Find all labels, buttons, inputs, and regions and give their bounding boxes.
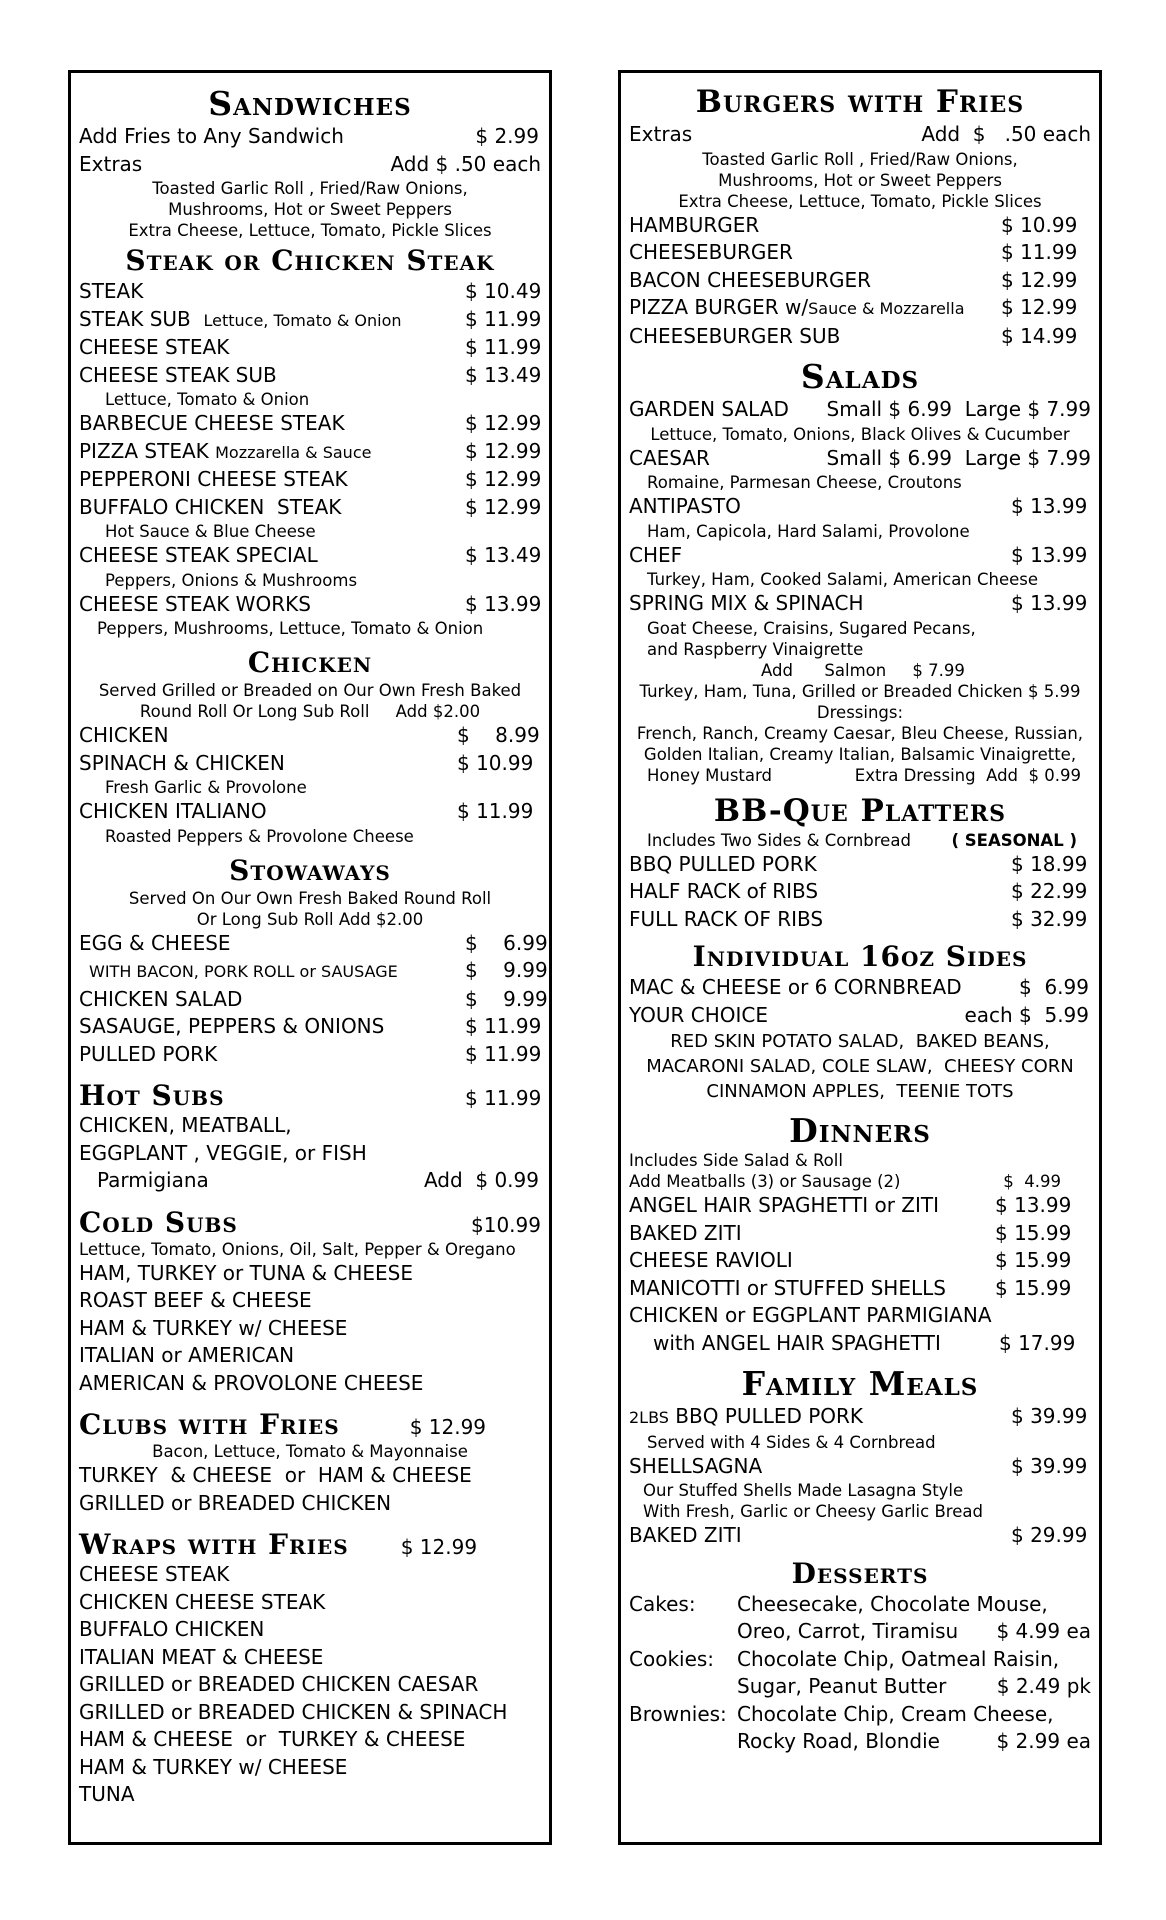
item-name: CHEESEBURGER — [629, 240, 793, 264]
menu-row — [629, 396, 1091, 424]
item-price: $ 17.99 — [999, 1330, 1076, 1355]
item-price: $ 12.99 — [465, 467, 542, 491]
dinners-heading: Dinners — [789, 1111, 931, 1150]
item-desc: Sauce & Mozzarella — [808, 299, 965, 318]
menu-row — [79, 930, 548, 958]
menu-line: EGGPLANT , VEGGIE, or FISH — [79, 1140, 367, 1165]
menu-row — [79, 466, 541, 494]
item-name: MANICOTTI or STUFFED SHELLS — [629, 1275, 946, 1300]
dressings-row — [629, 765, 1091, 786]
item-note: Our Stuffed Shells Made Lasagna Style — [643, 1481, 964, 1500]
item-price: $ 13.99 — [1011, 494, 1088, 518]
menu-row — [79, 123, 541, 151]
menu-row — [629, 294, 1091, 323]
seasonal-badge: ( SEASONAL ) — [951, 830, 1077, 850]
item-note: Romaine, Parmesan Cheese, Croutons — [647, 473, 962, 492]
menu-row — [629, 493, 1091, 521]
cold-subs-header — [79, 1205, 541, 1239]
item-price: $ 2.99 — [475, 124, 539, 148]
item-name: BAKED ZITI — [629, 1523, 742, 1547]
item-note: Hot Sauce & Blue Cheese — [105, 522, 316, 541]
item-price: $ 39.99 — [1011, 1453, 1088, 1478]
menu-row — [79, 1041, 541, 1069]
menu-row — [629, 1522, 1091, 1550]
dessert-price: $ 2.49 pk — [996, 1674, 1091, 1698]
item-price: $10.99 — [471, 1212, 541, 1237]
item-price: $ 12.99 — [465, 438, 542, 463]
menu-row — [79, 986, 548, 1014]
menu-line: GRILLED or BREADED CHICKEN & SPINACH — [79, 1699, 508, 1724]
item-price: $ 11.99 — [1001, 240, 1078, 264]
dessert-group — [629, 1701, 1091, 1756]
dressings-list: French, Ranch, Creamy Caesar, Bleu Cheese, Russian, — [636, 723, 1084, 743]
item-price: $ 12.99 — [465, 411, 542, 435]
right-menu-panel — [618, 70, 1102, 1845]
menu-row — [79, 494, 541, 522]
protein-addon: Turkey, Ham, Tuna, Grilled or Breaded Chicken $ 5.99 — [639, 681, 1081, 701]
item-name: ANTIPASTO — [629, 494, 741, 518]
dessert-line: Sugar, Peanut Butter — [737, 1674, 947, 1698]
item-price: $ 6.99 — [1019, 975, 1089, 999]
menu-row — [79, 410, 541, 438]
item-price: $ 18.99 — [1011, 851, 1088, 876]
item-price: Add $ 0.99 — [423, 1168, 539, 1192]
item-prefix: 2LBS — [629, 1408, 669, 1427]
extra-dressing: Extra Dressing Add $ 0.99 — [854, 765, 1081, 785]
menu-row — [629, 323, 1091, 351]
dressings-list: Golden Italian, Creamy Italian, Balsamic Vinaigrette, — [643, 744, 1077, 764]
menu-row — [629, 906, 1091, 934]
section-intro: Includes Side Salad & Roll — [629, 1151, 843, 1170]
item-name: BBQ PULLED PORK — [629, 851, 817, 876]
dessert-price: $ 2.99 ea — [996, 1729, 1091, 1753]
item-note: Fresh Garlic & Provolone — [105, 778, 307, 797]
menu-line: GRILLED or BREADED CHICKEN CAESAR — [79, 1672, 479, 1696]
item-price: $ 12.99 — [409, 1415, 487, 1439]
item-desc: Lettuce, Tomato & Onion — [203, 310, 402, 330]
menu-line: HAM & TURKEY w/ CHEESE — [79, 1754, 348, 1779]
menu-row — [629, 1247, 1091, 1275]
item-note: Mushrooms, Hot or Sweet Peppers — [168, 200, 452, 219]
menu-line: ITALIAN or AMERICAN — [79, 1343, 295, 1367]
hot-subs-header — [79, 1079, 542, 1112]
item-note: Lettuce, Tomato, Onions, Black Olives & Cucumber — [650, 424, 1070, 444]
item-name: CHEESE RAVIOLI — [629, 1248, 793, 1272]
hot-subs-heading: Hot Subs — [79, 1079, 225, 1112]
bbq-heading: BB-Que Platters — [713, 792, 1007, 829]
item-price: $ 13.49 — [465, 362, 542, 387]
dessert-line: Chocolate Chip, Cream Cheese, — [737, 1701, 1054, 1726]
item-name: CHEESE STEAK SPECIAL — [79, 543, 318, 567]
menu-row — [629, 1192, 1091, 1220]
section-intro: Or Long Sub Roll Add $2.00 — [196, 909, 424, 929]
menu-row — [629, 542, 1091, 570]
item-price: Add $ .50 each — [921, 122, 1091, 146]
desserts-heading: Desserts — [791, 1556, 929, 1590]
menu-row — [629, 851, 1091, 879]
item-price: $ 11.99 — [465, 306, 542, 331]
menu-row — [79, 722, 541, 750]
item-price: $ 13.49 — [465, 543, 542, 567]
item-name: HALF RACK of RIBS — [629, 879, 819, 903]
dressings-label: Dressings: — [816, 702, 904, 722]
section-intro: Includes Two Sides & Cornbread — [647, 830, 911, 850]
item-price: $ 29.99 — [1011, 1523, 1088, 1547]
dessert-line: Chocolate Chip, Oatmeal Raisin, — [737, 1646, 1060, 1671]
menu-row — [79, 798, 541, 826]
item-note: With Fresh, Garlic or Cheesy Garlic Bread — [643, 1502, 983, 1521]
family-meals-heading: Family Meals — [741, 1364, 979, 1403]
menu-line: TURKEY & CHEESE or HAM & CHEESE — [79, 1463, 472, 1487]
item-price: $ 12.99 — [1001, 267, 1078, 292]
item-price: $ 11.99 — [465, 1086, 542, 1110]
item-name: CHEESE STEAK SUB — [79, 362, 277, 387]
item-name: SPRING MIX & SPINACH — [629, 591, 864, 615]
item-name: BBQ PULLED PORK — [668, 1404, 864, 1428]
item-note: Toasted Garlic Roll , Fried/Raw Onions, — [152, 179, 468, 198]
item-name: Extras — [79, 151, 143, 176]
menu-line: CHEESE STEAK — [79, 1562, 230, 1586]
item-note: Turkey, Ham, Cooked Salami, American Cheese — [647, 570, 1039, 589]
item-price: $ 15.99 — [995, 1248, 1072, 1272]
menu-line: AMERICAN & PROVOLONE CHEESE — [79, 1370, 424, 1395]
item-note: Bacon, Lettuce, Tomato & Mayonnaise — [152, 1442, 468, 1461]
menu-row — [629, 239, 1091, 267]
left-menu-panel — [68, 70, 552, 1845]
menu-row — [79, 591, 541, 619]
sides-heading: Individual 16oz Sides — [692, 940, 1028, 973]
menu-row — [629, 1330, 1091, 1358]
menu-row — [79, 362, 541, 390]
item-price: $ 11.99 — [465, 1041, 542, 1066]
dessert-line: Cheesecake, Chocolate Mouse, — [737, 1591, 1048, 1616]
menu-row — [629, 267, 1091, 295]
item-name: GARDEN SALAD — [629, 397, 789, 421]
menu-row — [629, 1220, 1091, 1248]
menu-row — [629, 1275, 1091, 1303]
dessert-line: Rocky Road, Blondie — [737, 1729, 940, 1753]
item-price: $ 13.99 — [1011, 542, 1088, 567]
item-name: MAC & CHEESE or 6 CORNBREAD — [629, 975, 962, 999]
item-price: $ 39.99 — [1011, 1404, 1088, 1428]
item-price: $ 8.99 — [457, 723, 540, 747]
item-name: CHICKEN ITALIANO — [79, 799, 267, 823]
menu-row — [629, 445, 1091, 473]
item-name: FULL RACK OF RIBS — [629, 906, 824, 931]
item-name: CHEESEBURGER SUB — [629, 323, 841, 348]
item-note: Roasted Peppers & Provolone Cheese — [105, 826, 414, 846]
menu-row — [629, 121, 1091, 149]
item-price: $ 10.99 — [457, 750, 534, 775]
item-name: PULLED PORK — [79, 1041, 218, 1066]
dessert-label: Brownies: — [629, 1701, 727, 1726]
steak-heading: Steak or Chicken Steak — [125, 244, 495, 277]
item-note: Peppers, Mushrooms, Lettuce, Tomato & Onion — [97, 619, 484, 638]
menu-line: CHICKEN CHEESE STEAK — [79, 1589, 326, 1614]
item-name: Add Fries to Any Sandwich — [79, 124, 344, 148]
sides-list: MACARONI SALAD, COLE SLAW, CHEESY CORN — [646, 1056, 1074, 1077]
item-price: $ 11.99 — [465, 335, 542, 359]
item-price: $ 22.99 — [1011, 879, 1088, 903]
menu-line: GRILLED or BREADED CHICKEN — [79, 1490, 392, 1515]
dressing-name: Honey Mustard — [647, 765, 772, 785]
menu-row — [629, 212, 1091, 240]
cold-subs-heading: Cold Subs — [79, 1205, 238, 1239]
wraps-heading: Wraps with Fries — [79, 1528, 349, 1561]
item-name: CHEF — [629, 542, 683, 567]
item-name: WITH BACON, PORK ROLL or SAUSAGE — [89, 962, 398, 981]
menu-row — [79, 306, 541, 335]
item-name: PEPPERONI CHEESE STEAK — [79, 467, 348, 491]
menu-row — [79, 438, 541, 467]
menu-line: BUFFALO CHICKEN — [79, 1617, 265, 1641]
menu-row — [629, 590, 1091, 618]
item-price: $ 9.99 — [465, 986, 548, 1011]
item-price: $ 12.99 — [465, 494, 542, 519]
item-note: Lettuce, Tomato & Onion — [105, 390, 310, 409]
menu-row — [79, 1013, 541, 1041]
menu-row — [79, 542, 541, 570]
item-price: $ 12.99 — [1001, 295, 1078, 319]
item-note: Mushrooms, Hot or Sweet Peppers — [718, 170, 1002, 190]
item-name: STEAK SUB — [79, 306, 191, 331]
item-price: $ 15.99 — [995, 1275, 1072, 1300]
menu-line: CHICKEN or EGGPLANT PARMIGIANA — [629, 1303, 992, 1327]
sides-list: RED SKIN POTATO SALAD, BAKED BEANS, — [670, 1031, 1050, 1052]
item-name: Extras — [629, 122, 693, 146]
item-name: BARBECUE CHEESE STEAK — [79, 411, 345, 435]
menu-line: HAM, TURKEY or TUNA & CHEESE — [79, 1260, 414, 1285]
item-price: $ 12.99 — [400, 1535, 478, 1559]
item-name: ANGEL HAIR SPAGHETTI or ZITI — [629, 1193, 939, 1217]
item-price: $ 14.99 — [1001, 323, 1078, 348]
item-name: STEAK — [79, 279, 144, 303]
item-note: Lettuce, Tomato, Onions, Oil, Salt, Pepper & Oregano — [79, 1239, 516, 1259]
item-price: $ 9.99 — [465, 958, 548, 982]
menu-line: TUNA — [79, 1782, 135, 1806]
section-intro: Served On Our Own Fresh Baked Round Roll — [128, 888, 492, 908]
item-name: BACON CHEESEBURGER — [629, 267, 871, 292]
section-intro: Round Roll Or Long Sub Roll Add $2.00 — [139, 702, 481, 721]
item-price: $ 13.99 — [995, 1193, 1072, 1217]
item-price: each $ 5.99 — [964, 1002, 1089, 1027]
item-name: HAMBURGER — [629, 212, 760, 237]
menu-line: ROAST BEEF & CHEESE — [79, 1288, 312, 1312]
item-price: Small $ 6.99 Large $ 7.99 — [826, 445, 1091, 470]
item-name: SPINACH & CHICKEN — [79, 750, 285, 775]
bbq-intro-row — [629, 830, 1091, 851]
item-note: Extra Cheese, Lettuce, Tomato, Pickle Slices — [678, 191, 1042, 211]
item-name: Parmigiana — [97, 1168, 209, 1192]
addon-name: Add Meatballs (3) or Sausage (2) — [629, 1172, 901, 1191]
item-note: and Raspberry Vinaigrette — [647, 639, 864, 659]
item-price: $ 10.99 — [1001, 212, 1078, 237]
item-name: YOUR CHOICE — [629, 1002, 769, 1027]
item-price: $ 13.99 — [465, 591, 542, 616]
item-price: $ 11.99 — [457, 799, 534, 823]
menu-line: ITALIAN MEAT & CHEESE — [79, 1644, 324, 1669]
stowaways-heading: Stowaways — [229, 853, 391, 887]
item-name: SASAUGE, PEPPERS & ONIONS — [79, 1014, 385, 1038]
dessert-price: $ 4.99 ea — [996, 1619, 1091, 1643]
item-price: Add $ .50 each — [390, 151, 541, 176]
menu-row — [629, 974, 1091, 1002]
menu-line: CHICKEN, MEATBALL, — [79, 1113, 292, 1137]
menu-row — [79, 334, 541, 362]
meatballs-row — [629, 1171, 1091, 1192]
item-price: $ 6.99 — [465, 930, 548, 955]
item-price: $ 10.49 — [465, 279, 542, 303]
clubs-heading: Clubs with Fries — [79, 1408, 340, 1441]
item-name: PIZZA BURGER w/ — [629, 295, 809, 319]
dessert-group — [629, 1591, 1091, 1646]
item-name: CHICKEN — [79, 723, 169, 747]
item-desc: Mozzarella & Sauce — [215, 442, 372, 462]
item-price: $ 15.99 — [995, 1220, 1072, 1245]
item-note: Extra Cheese, Lettuce, Tomato, Pickle Slices — [128, 221, 492, 240]
item-note: Served with 4 Sides & 4 Cornbread — [647, 1432, 936, 1452]
menu-row — [629, 1453, 1091, 1481]
salmon-addon: Add Salmon $ 7.99 — [761, 660, 965, 680]
menu-row — [79, 957, 548, 986]
item-price: Small $ 6.99 Large $ 7.99 — [826, 397, 1091, 421]
item-note: Peppers, Onions & Mushrooms — [105, 570, 358, 590]
sides-list: CINNAMON APPLES, TEENIE TOTS — [706, 1081, 1014, 1102]
item-note: Ham, Capicola, Hard Salami, Provolone — [647, 521, 970, 541]
sandwiches-heading: Sandwiches — [208, 84, 412, 123]
dessert-label: Cookies: — [629, 1646, 715, 1671]
addon-price: $ 4.99 — [1003, 1172, 1061, 1191]
menu-line: HAM & CHEESE or TURKEY & CHEESE — [79, 1727, 466, 1751]
menu-row — [79, 750, 541, 778]
item-price: $ 13.99 — [1011, 591, 1088, 615]
menu-row — [629, 878, 1091, 906]
section-intro: Served Grilled or Breaded on Our Own Fresh Baked — [98, 681, 522, 700]
item-name: CHEESE STEAK — [79, 335, 230, 359]
item-name: CHICKEN SALAD — [79, 986, 243, 1011]
item-name: with ANGEL HAIR SPAGHETTI — [653, 1330, 941, 1355]
item-name: CHEESE STEAK WORKS — [79, 591, 311, 616]
dessert-group — [629, 1646, 1091, 1701]
item-name: BUFFALO CHICKEN STEAK — [79, 494, 342, 519]
menu-row — [79, 151, 541, 179]
chicken-heading: Chicken — [247, 646, 373, 679]
wraps-header — [79, 1528, 541, 1561]
burgers-heading: Burgers with Fries — [695, 84, 1025, 120]
dessert-label: Cakes: — [629, 1591, 696, 1616]
item-note: Goat Cheese, Craisins, Sugared Pecans, — [647, 618, 976, 638]
clubs-header — [79, 1408, 541, 1441]
menu-row — [79, 278, 541, 306]
salads-heading: Salads — [800, 357, 920, 396]
item-price: $ 11.99 — [465, 1014, 542, 1038]
dessert-line: Oreo, Carrot, Tiramisu — [737, 1619, 959, 1643]
item-name: EGG & CHEESE — [79, 930, 231, 955]
item-note: Toasted Garlic Roll , Fried/Raw Onions, — [702, 149, 1018, 169]
item-name: BAKED ZITI — [629, 1220, 742, 1245]
item-name: PIZZA STEAK — [79, 438, 209, 463]
item-price: $ 32.99 — [1011, 906, 1088, 931]
item-name: CAESAR — [629, 445, 710, 470]
menu-row — [629, 1002, 1091, 1030]
menu-line: HAM & TURKEY w/ CHEESE — [79, 1315, 348, 1340]
menu-row — [79, 1167, 541, 1195]
menu-row — [629, 1403, 1091, 1432]
item-name: SHELLSAGNA — [629, 1453, 763, 1478]
